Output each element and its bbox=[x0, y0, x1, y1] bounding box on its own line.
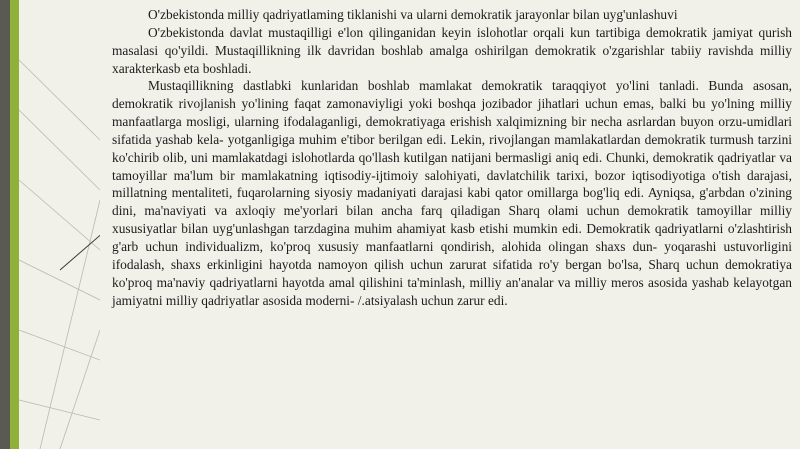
paragraph-1: O'zbekistonda davlat mustaqilligi e'lon qilinganidan keyin islohotlar orqali kun tartibiga demokratik jamiyat qurish masalasi qo'yildi. Mustaqillikning ilk davridan boshlab amalga oshirilgan demokratik o'zgarishlar tabiiy ravishda milliy xarakterkasb eta boshladi. bbox=[112, 24, 792, 76]
paragraph-2: Mustaqillikning dastlabki kunlaridan boshlab mamlakat demokratik taraqqiyot yo'lini tanladi. Bunda asosan, demokratik rivojlanish yo'lining faqat zamonaviyligi yoki boshqa jozibador jihatlari uchun emas, balki bu yo'lning milliy manfaatlarga mosligi, ularning ifodalaganligi, demokratiyaga erishish xalqimizning bir necha asrlardan buyon orzu-umidlari sifatida yashab kela- yotganligiga muhim e'tibor berilgan edi. Lekin, rivojlangan mamlakatlardan demokratik turmush tarzini ko'chirib olib, uni mamlakatdagi islohotlarda qo'llash kutilgan natijani bermasligi aniq edi. Chunki, demokratik qadriyatlar va tamoyillar ma'lum bir mamlakatning iqtisodiy-ijtimoiy salohiyati, davlatchilik tarixi, bozor iqtisodiyotiga o'tish darajasi, millatning mentaliteti, fuqarolarning siyosiy madaniyati darajasi kabi qator omillarga bog'liq edi. Ayniqsa, g'arbdan o'zining dini, ma'naviyati va axloqiy me'yorlari bilan ancha farq qiladigan Sharq olami uchun demokratik tamoyillar milliy xususiyatlar bilan uyg'unlashgan tarzdagina muhim ahamiyat kasb etishi mumkin edi. Demokratik qadriyatlarni o'zlashtirish g'arb uchun individualizm, ko'proq xususiy manfaatlarni qondirish, alohida olingan shaxs dun- yoqarashi ustuvorligini ifodalash, shaxs erkinligini hayotda namoyon qilish uchun zarurat sifatida ro'y bergan bo'lsa, Sharq uchun demokratiya ko'proq ma'naviy qadriyatlarni hayotda amal qilishini ta'minlash, milliy an'analar va milliy meros asosida yashab kelayotgan jamiyatni milliy qadriyatlar asosida moderni- /.atsiyalash uchun zarur edi. bbox=[112, 78, 792, 308]
document-body bbox=[112, 6, 792, 309]
document-title: O'zbekistonda milliy qadriyatlaming tiklanishi va ularni demokratik jarayonlar bilan uyg'unlashuvi bbox=[148, 7, 678, 22]
decorative-lines bbox=[0, 0, 100, 449]
